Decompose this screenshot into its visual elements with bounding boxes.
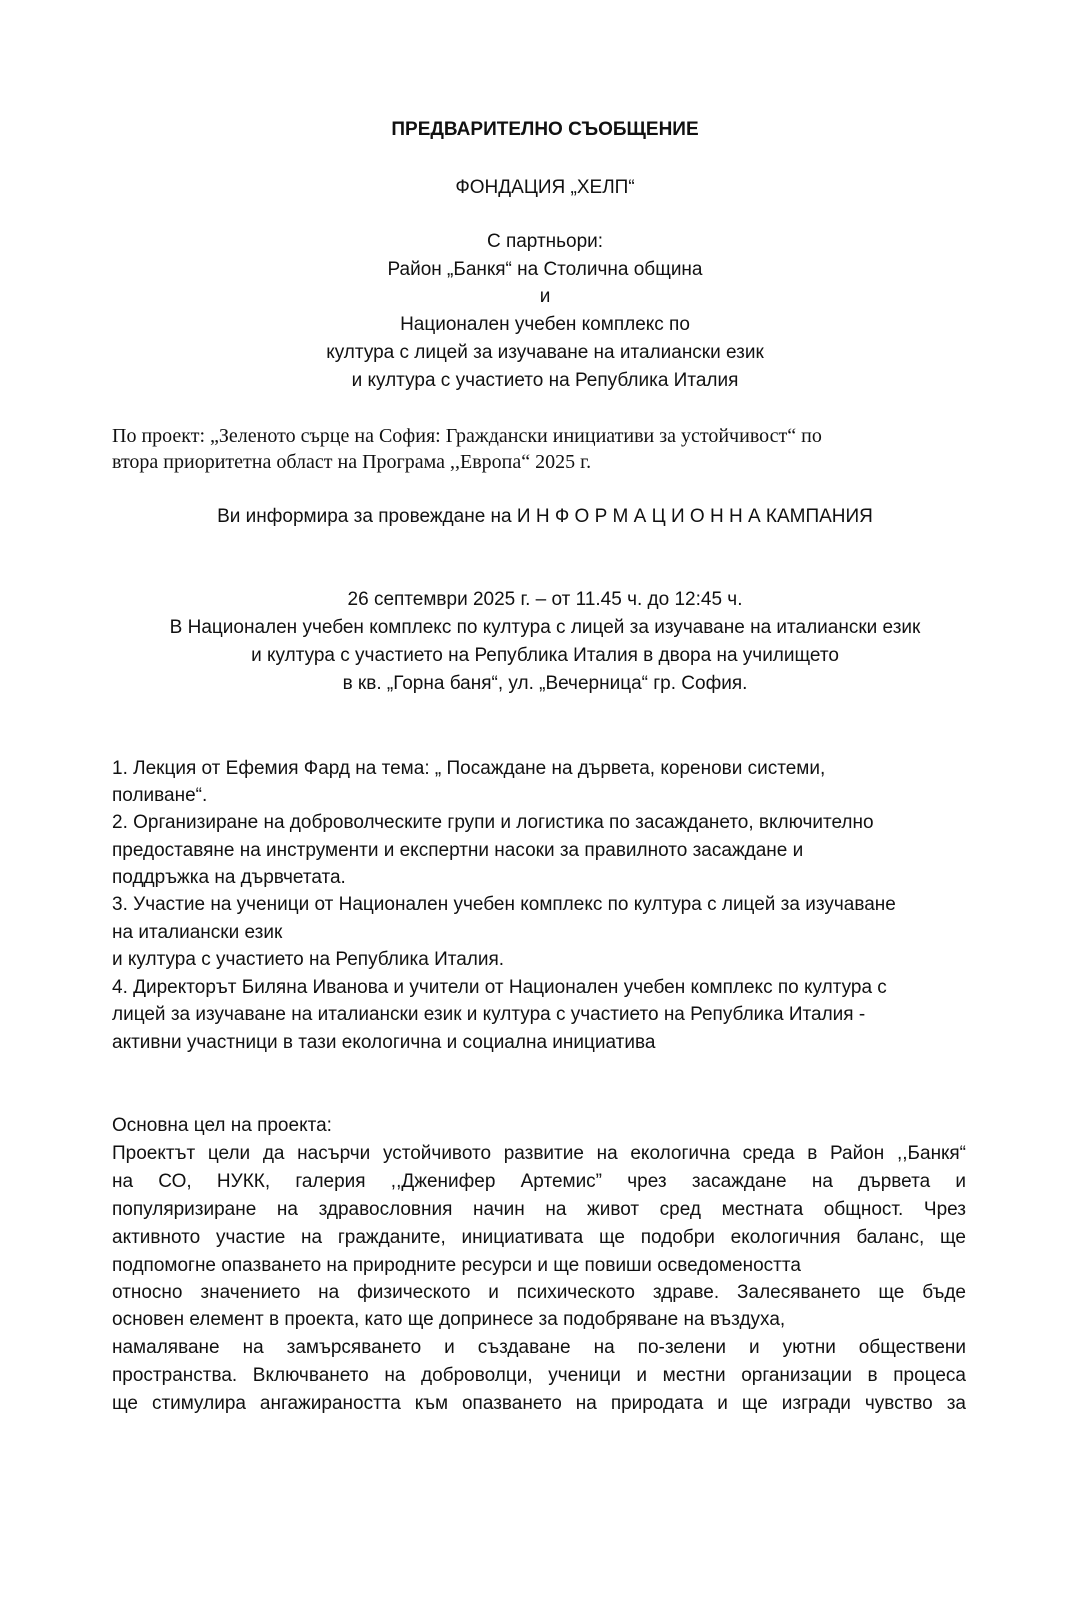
list-item-3-line2: на италиански език <box>112 922 283 943</box>
partner-district: Район „Банкя“ на Столична община <box>387 259 703 280</box>
partner-school-line2: култура с лицей за изучаване на италиански език <box>326 342 764 363</box>
event-place-line2: и култура с участието на Република Италия в двора на училището <box>251 645 839 666</box>
project-line2: втора приоритетна област на Програма ,,Европа“ 2025 г. <box>112 451 592 473</box>
partner-school-line3: и култура с участието на Република Италия <box>351 370 739 391</box>
list-item-1-line2: поливане“. <box>112 785 208 806</box>
list-item-3-line3: и култура с участието на Република Италия. <box>112 949 505 970</box>
goal-line9: пространства. Включването на доброволци, ученици и местни организации в процеса <box>112 1365 966 1386</box>
event-place-line1: В Национален учебен комплекс по култура с лицей за изучаване на италиански език <box>169 617 921 638</box>
campaign-announcement: Ви информира за провеждане на И Н Ф О Р М А Ц И О Н Н А КАМПАНИЯ <box>217 506 873 527</box>
partner-school-line1: Национален учебен комплекс по <box>400 314 690 335</box>
goal-line3: популяризиране на здравословния начин на живот сред местната общност. Чрез <box>112 1199 966 1220</box>
page-title: ПРЕДВАРИТЕЛНО СЪОБЩЕНИЕ <box>391 119 699 140</box>
event-place-line3: в кв. „Горна баня“, ул. „Вечерница“ гр. София. <box>342 673 748 694</box>
project-line1: По проект: „Зеленото сърце на София: Граждански инициативи за устойчивост“ по <box>112 425 822 447</box>
goal-line7: основен елемент в проекта, като ще допринесе за подобряване на въздуха, <box>112 1309 786 1330</box>
goal-line10: ще стимулира ангажираността към опазването на природата и ще изгради чувство за <box>112 1393 966 1414</box>
organization-name: ФОНДАЦИЯ „ХЕЛП“ <box>455 177 635 198</box>
list-item-4-line1: 4. Директорът Биляна Иванова и учители от Национален учебен комплекс по култура с <box>112 977 887 998</box>
goal-line5: подпомогне опазването на природните ресурси и ще повиши осведомеността <box>112 1255 801 1276</box>
goal-line4: активното участие на гражданите, инициативата ще подобри екологичния баланс, ще <box>112 1227 966 1248</box>
list-item-3-line1: 3. Участие на ученици от Национален учебен комплекс по култура с лицей за изучаване <box>112 894 896 915</box>
partners-intro: С партньори: <box>486 231 604 252</box>
goal-line6: относно значението на физическото и психическото здраве. Залесяването ще бъде <box>112 1282 966 1303</box>
goal-line1: Проектът цели да насърчи устойчивото развитие на екологична среда в Район ,,Банкя“ <box>112 1143 966 1164</box>
list-item-2-line3: поддръжка на дървчетата. <box>112 867 346 888</box>
list-item-2-line2: предоставяне на инструменти и експертни насоки за правилното засаждане и <box>112 840 804 861</box>
list-item-2-line1: 2. Организиране на доброволческите групи и логистика по засаждането, включително <box>112 812 874 833</box>
goal-heading: Основна цел на проекта: <box>112 1115 332 1136</box>
list-item-4-line2: лицей за изучаване на италиански език и култура с участието на Република Италия - <box>112 1004 866 1025</box>
goal-line8: намаляване на замърсяването и създаване на по-зелени и уютни обществени <box>112 1337 966 1358</box>
event-datetime: 26 септември 2025 г. – от 11.45 ч. до 12:45 ч. <box>347 589 743 610</box>
list-item-1-line1: 1. Лекция от Ефемия Фард на тема: „ Посаждане на дървета, коренови системи, <box>112 758 826 779</box>
partners-conjunction: и <box>539 286 551 307</box>
goal-line2: на СО, НУКК, галерия ,,Дженифер Артемис” чрез засаждане на дървета и <box>112 1171 966 1192</box>
list-item-4-line3: активни участници в тази екологична и социална инициатива <box>112 1032 656 1053</box>
